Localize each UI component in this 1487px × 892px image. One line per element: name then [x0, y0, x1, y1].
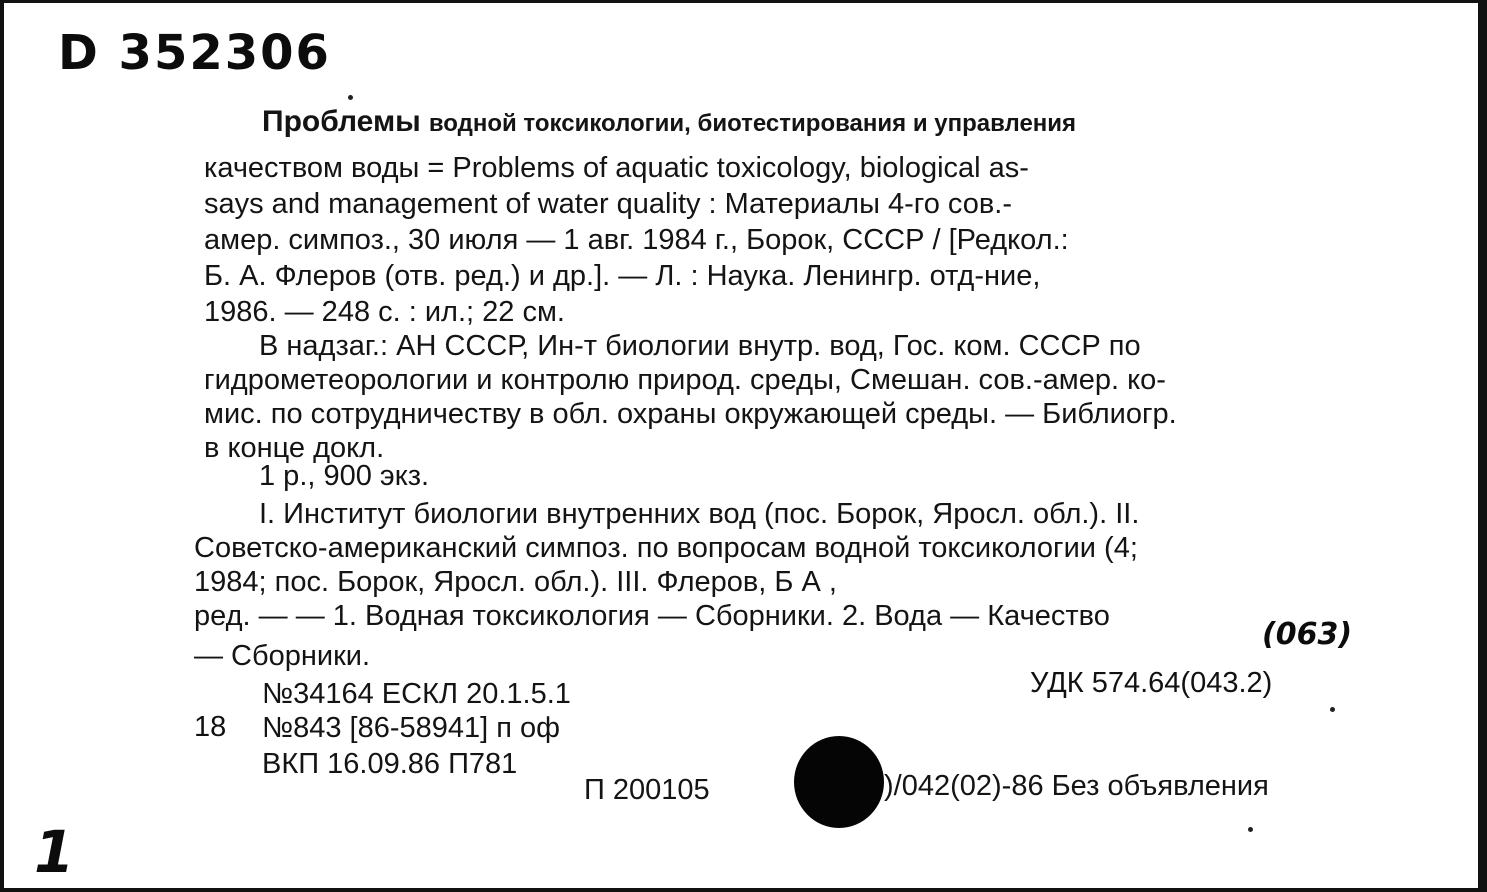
- tracing-line-5: — Сборники.: [194, 640, 371, 672]
- vkp-line: ВКП 16.09.86 П781: [262, 748, 518, 780]
- speck: [348, 95, 353, 100]
- note-line-3: мис. по сотрудничеству в обл. охраны окружающей среды. — Библиогр.: [204, 398, 1177, 430]
- desc-line-5: 1986. — 248 с. : ил.; 22 см.: [204, 296, 565, 328]
- speck: [1330, 707, 1335, 712]
- handwritten-code: (063): [1262, 617, 1353, 652]
- order-line: №843 [86-58941] п оф: [262, 712, 561, 744]
- catalog-number: №34164 ЕСКЛ 20.1.5.1: [262, 678, 571, 710]
- desc-line-2: says and management of water quality : Материалы 4-го сов.-: [204, 188, 1012, 220]
- note-line-2: гидрометеорологии и контролю природ. среды, Смешан. сов.-амер. ко-: [204, 364, 1166, 396]
- udk-code: УДК 574.64(043.2): [1030, 667, 1273, 699]
- tracing-line-3: 1984; пос. Борок, Яросл. обл.). III. Флеров, Б А ,: [194, 566, 837, 598]
- desc-line-4: Б. А. Флеров (отв. ред.) и др.]. — Л. : Наука. Ленингр. отд-ние,: [204, 260, 1041, 292]
- speck: [1248, 827, 1253, 832]
- title-rest: водной токсикологии, биотестирования и управления: [428, 110, 1077, 137]
- note-line-1: В надзаг.: АН СССР, Ин-т биологии внутр. вод, Гос. ком. СССР по: [259, 330, 1141, 362]
- inventory-number: D 352306: [58, 25, 331, 81]
- tracing-line-2: Советско-американский симпоз. по вопросам водной токсикологии (4;: [194, 532, 1138, 564]
- desc-line-1: качеством воды = Problems of aquatic toxicology, biological as-: [204, 152, 1029, 184]
- tracing-line-4: ред. — — 1. Водная токсикология — Сборники. 2. Вода — Качество: [194, 600, 1110, 632]
- tracing-line-1: I. Институт биологии внутренних вод (пос. Борок, Яросл. обл.). II.: [259, 498, 1140, 530]
- desc-line-3: амер. симпоз., 30 июля — 1 авг. 1984 г., Борок, СССР / [Редкол.:: [204, 224, 1069, 256]
- title-line: [262, 105, 1076, 141]
- price-line-end: )/042(02)-86 Без объявления: [884, 770, 1269, 802]
- ink-blot: [794, 736, 884, 828]
- title-lead: Проблемы: [262, 105, 421, 138]
- note-line-4: в конце докл.: [204, 432, 385, 464]
- price-copies-line: 1 р., 900 экз.: [259, 460, 430, 492]
- price-line-start: П 200105: [584, 774, 710, 806]
- corner-mark: 1: [34, 818, 75, 886]
- copies-prefix: 18: [194, 711, 227, 743]
